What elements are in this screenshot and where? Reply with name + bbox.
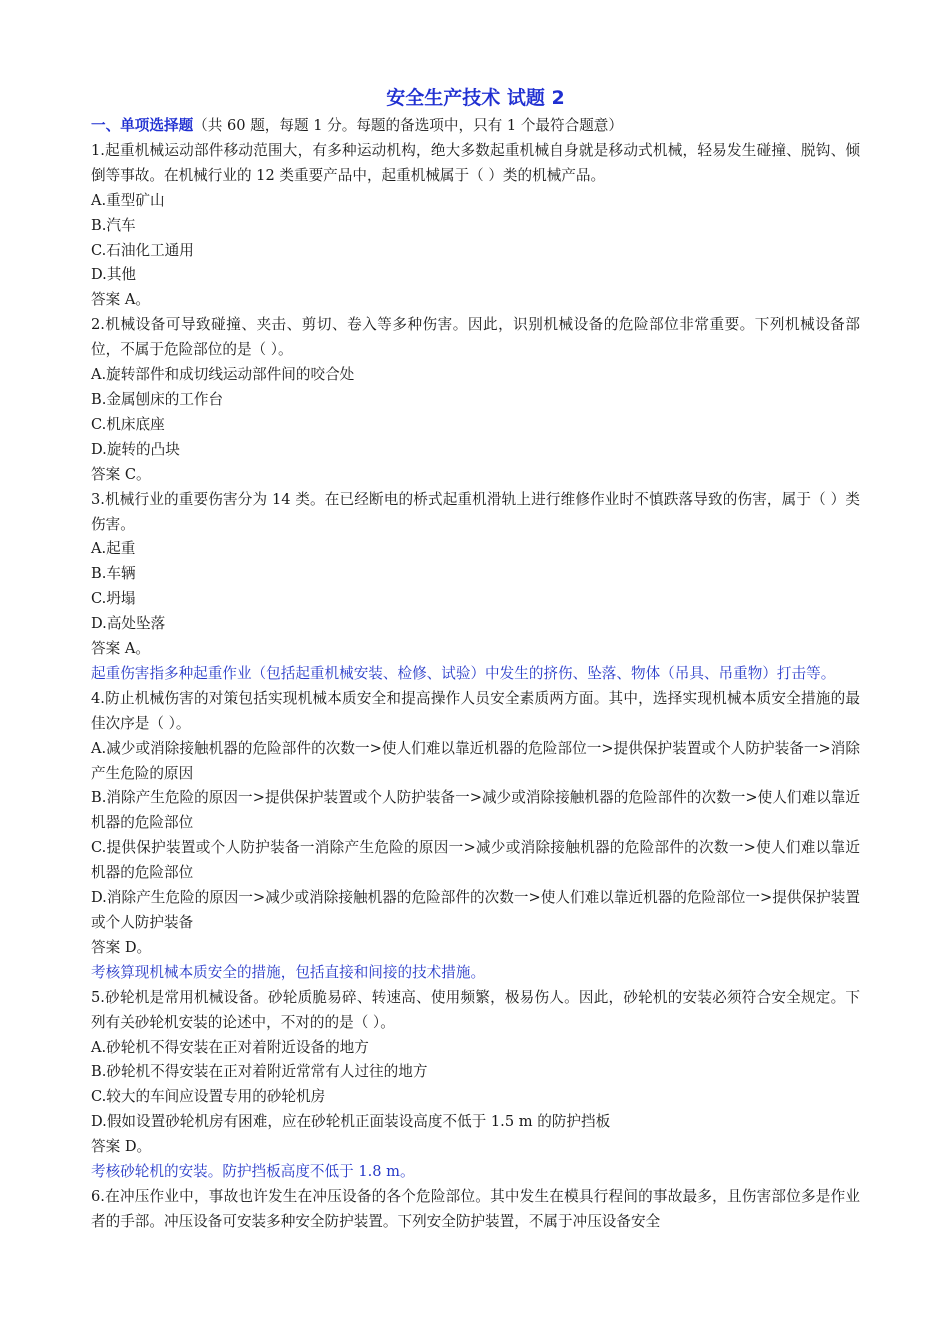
page-title: 安全生产技术 试题 2: [386, 87, 565, 109]
answer: 答案 C。: [91, 465, 151, 483]
question-stem: 2.机械设备可导致碰撞、夹击、剪切、卷入等多种伤害。因此，识别机械设备的危险部位非常重要。下列机械设备部位，不属于危险部位的是（ ）。: [91, 316, 860, 359]
option-c: C.石油化工通用: [91, 241, 194, 259]
question-5: [91, 986, 860, 1185]
question-6: [91, 1185, 860, 1235]
answer: 答案 D。: [91, 938, 152, 956]
option-a: A.旋转部件和成切线运动部件间的咬合处: [91, 366, 355, 384]
option-c: C.提供保护装置或个人防护装备一消除产生危险的原因一>减少或消除接触机器的危险部件的次数一>使人们难以靠近机器的危险部位: [91, 839, 860, 882]
option-d: D.假如设置砂轮机房有困难，应在砂轮机正面装设高度不低于 1.5 m 的防护挡板: [91, 1113, 611, 1131]
section-description: （共 60 题，每题 1 分。每题的备选项中，只有 1 个最符合题意）: [193, 117, 623, 134]
option-a: A.起重: [91, 540, 136, 558]
question-stem: 3.机械行业的重要伤害分为 14 类。在已经断电的桥式起重机滑轨上进行维修作业时不慎跌落导致的伤害，属于（ ）类伤害。: [91, 490, 860, 533]
question-stem: 4.防止机械伤害的对策包括实现机械本质安全和提高操作人员安全素质两方面。其中，选择实现机械本质安全措施的最佳次序是（ ）。: [91, 689, 860, 732]
question-2: [91, 313, 860, 487]
option-a: A.减少或消除接触机器的危险部件的次数一>使人们难以靠近机器的危险部位一>提供保护装置或个人防护装备一>消除产生危险的原因: [91, 739, 860, 782]
option-c: C.较大的车间应设置专用的砂轮机房: [91, 1088, 326, 1106]
answer: 答案 D。: [91, 1138, 152, 1156]
question-3: [91, 488, 860, 687]
option-c: C.机床底座: [91, 415, 165, 433]
option-d: D.高处坠落: [91, 615, 166, 633]
question-stem: 6.在冲压作业中，事故也许发生在冲压设备的各个危险部位。其中发生在模具行程间的事故最多，且伤害部位多是作业者的手部。冲压设备可安装多种安全防护装置。下列安全防护装置，不属于冲压设备安全: [91, 1187, 860, 1230]
explanation-note: 起重伤害指多种起重作业（包括起重机械安装、检修、试验）中发生的挤伤、坠落、物体（吊具、吊重物）打击等。: [91, 664, 836, 682]
option-d: D.其他: [91, 266, 137, 284]
answer: 答案 A。: [91, 291, 150, 309]
option-c: C.坍塌: [91, 590, 136, 608]
option-b: B.汽车: [91, 216, 136, 234]
option-a: A.重型矿山: [91, 191, 165, 209]
answer: 答案 A。: [91, 640, 150, 658]
option-d: D.消除产生危险的原因一>减少或消除接触机器的危险部件的次数一>使人们难以靠近机器的危险部位一>提供保护装置或个人防护装备: [91, 889, 860, 931]
question-1: [91, 139, 860, 313]
explanation-note: 考核砂轮机的安装。防护挡板高度不低于 1.8 m。: [91, 1163, 415, 1181]
question-stem: 5.砂轮机是常用机械设备。砂轮质脆易碎、转速高、使用频繁，极易伤人。因此，砂轮机的安装必须符合安全规定。下列有关砂轮机安装的论述中，不对的的是（ ）。: [91, 988, 860, 1031]
option-b: B.金属刨床的工作台: [91, 390, 224, 408]
section-heading: [91, 114, 860, 139]
section-label: 一、单项选择题: [91, 117, 194, 134]
option-d: D.旋转的凸块: [91, 440, 180, 458]
option-b: B.车辆: [91, 565, 136, 583]
option-b: B.消除产生危险的原因一>提供保护装置或个人防护装备一>减少或消除接触机器的危险部件的次数一>使人们难以靠近机器的危险部位: [91, 789, 860, 832]
option-b: B.砂轮机不得安装在正对着附近常常有人过往的地方: [91, 1063, 428, 1081]
question-stem: 1.起重机械运动部件移动范围大，有多种运动机构，绝大多数起重机械自身就是移动式机械，轻易发生碰撞、脱钩、倾倒等事故。在机械行业的 12 类重要产品中，起重机械属于（ ）类的机械产品。: [91, 141, 860, 184]
explanation-note: 考核算现机械本质安全的措施，包括直接和间接的技术措施。: [91, 963, 486, 981]
option-a: A.砂轮机不得安装在正对着附近设备的地方: [91, 1038, 369, 1056]
question-4: [91, 687, 860, 986]
